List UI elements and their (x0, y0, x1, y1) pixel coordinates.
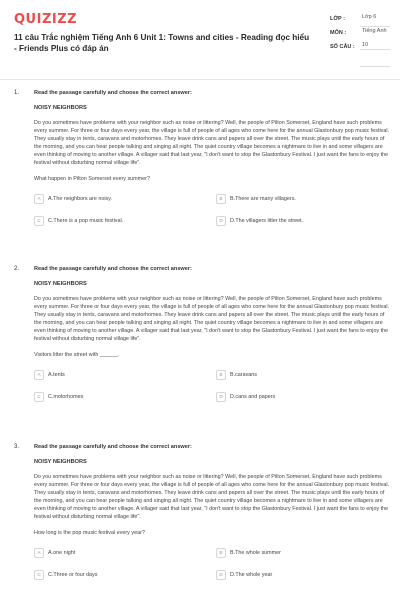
subject-label: MÔN : (330, 30, 347, 36)
option-text: D.The villagers litter the street. (230, 217, 304, 224)
option-a[interactable] (34, 370, 65, 380)
count-label: SỐ CÂU : (330, 44, 355, 50)
option-letter: D (216, 570, 226, 580)
passage-title: NOISY NEIGHBORS (34, 105, 87, 111)
option-text: B.caravans (230, 371, 257, 378)
option-letter: C (34, 216, 44, 226)
passage-text: Do you sometimes have problems with your neighbor such as noise or littering? Well, the people of Pilton Somerset, England have such problems every summer. For three or four days every year, the village is full of people of all ages who come here for the annual Glastonbury pop music festival. They usually stay in tents, caravans and motorhomes. They leave drink cans and papers all over the street. The music plays until the early hours of the morning, and you can hear people talking and singing all night. The quiet country village becomes a nightmare to live in and some villagers are even thinking of moving to another village. A villager said that last year, "I don't want to stop the Glastonbury Festival. I just want the fans to enjoy the festival without disturbing normal village life". (34, 296, 390, 343)
option-letter: B (216, 194, 226, 204)
option-a[interactable] (34, 194, 112, 204)
option-text: D.The whole year (230, 571, 273, 578)
options (34, 548, 392, 588)
question-number: 2. (14, 266, 20, 272)
passage-text: Do you sometimes have problems with your neighbor such as noise or littering? Well, the people of Pilton Somerset, England have such problems every summer. For three or four days every year, the village is full of people of all ages who come here for the annual Glastonbury pop music festival. They usually stay in tents, caravans and motorhomes. They leave drink cans and papers all over the street. The music plays until the early hours of the morning, and you can hear people talking and singing all night. The quiet country village becomes a nightmare to live in and some villagers are even thinking of moving to another village. A villager said that last year, "I don't want to stop the Glastonbury Festival. I just want the fans to enjoy the festival without disturbing normal village life". (34, 120, 390, 167)
class-label: LỚP : (330, 16, 345, 22)
count-value: 10 (362, 42, 369, 48)
option-b[interactable] (216, 548, 281, 558)
question-body (34, 90, 392, 234)
option-letter: A (34, 194, 44, 204)
option-letter: D (216, 216, 226, 226)
question-instruction: Read the passage carefully and choose the correct answer: (34, 90, 192, 96)
subject-row (330, 28, 392, 36)
option-letter: B (216, 370, 226, 380)
question-number: 1. (14, 90, 20, 96)
option-letter: A (34, 370, 44, 380)
option-letter: D (216, 392, 226, 402)
question-number: 3. (14, 444, 20, 450)
option-c[interactable] (34, 216, 123, 226)
meta-divider (360, 26, 390, 27)
option-letter: C (34, 570, 44, 580)
question-body (34, 266, 392, 410)
option-text: C.motorhomes (48, 393, 84, 400)
passage-title: NOISY NEIGHBORS (34, 459, 87, 465)
option-d[interactable] (216, 392, 275, 402)
option-text: B.The whole summer (230, 549, 281, 556)
option-text: C.Three or four days (48, 571, 98, 578)
option-text: D.cans and papers (230, 393, 276, 400)
option-text: C.There is a pop music festival. (48, 217, 124, 224)
question-instruction: Read the passage carefully and choose the correct answer: (34, 444, 192, 450)
question-instruction: Read the passage carefully and choose the correct answer: (34, 266, 192, 272)
quizizz-logo[interactable]: QUIZIZZ (14, 12, 78, 27)
class-row (330, 14, 392, 22)
page-header (0, 0, 400, 80)
question-text: How long is the pop music festival every year? (34, 529, 145, 536)
header-divider (0, 79, 400, 80)
option-b[interactable] (216, 194, 296, 204)
option-d[interactable] (216, 570, 272, 580)
meta-divider (360, 66, 390, 67)
option-letter: C (34, 392, 44, 402)
option-a[interactable] (34, 548, 75, 558)
option-letter: B (216, 548, 226, 558)
subject-value: Tiếng Anh (362, 28, 387, 34)
option-text: A.tents (48, 371, 65, 378)
options (34, 194, 392, 234)
option-text: A.The neighbors are noisy. (48, 195, 113, 202)
option-c[interactable] (34, 392, 83, 402)
passage-title: NOISY NEIGHBORS (34, 281, 87, 287)
option-d[interactable] (216, 216, 303, 226)
passage-text: Do you sometimes have problems with your neighbor such as noise or littering? Well, the people of Pilton Somerset, England have such problems every summer. For three or four days every year, the village is full of people of all ages who come here for the annual Glastonbury pop music festival. They usually stay in tents, caravans and motorhomes. They leave drink cans and papers all over the street. The music plays until the early hours of the morning, and you can hear people talking and singing all night. The quiet country village becomes a nightmare to live in and some villagers are even thinking of moving to another village. A villager said that last year, "I don't want to stop the Glastonbury Festival. I just want the fans to enjoy the festival without disturbing normal village life". (34, 474, 390, 521)
option-text: B.There are many villagers. (230, 195, 296, 202)
question-text: What happen in Pilton Somerset every summer? (34, 175, 150, 182)
meta-divider (360, 49, 390, 50)
option-b[interactable] (216, 370, 257, 380)
question-text: Visitors litter the street with ______. (34, 351, 120, 358)
option-letter: A (34, 548, 44, 558)
question-body (34, 444, 392, 588)
document-title: 11 câu Trắc nghiệm Tiếng Anh 6 Unit 1: Towns and cities - Reading đọc hiểu - Friends Plus có đáp án (14, 33, 310, 53)
option-c[interactable] (34, 570, 97, 580)
option-text: A.one night (48, 549, 76, 556)
class-value: Lớp 6 (362, 14, 377, 20)
options (34, 370, 392, 410)
